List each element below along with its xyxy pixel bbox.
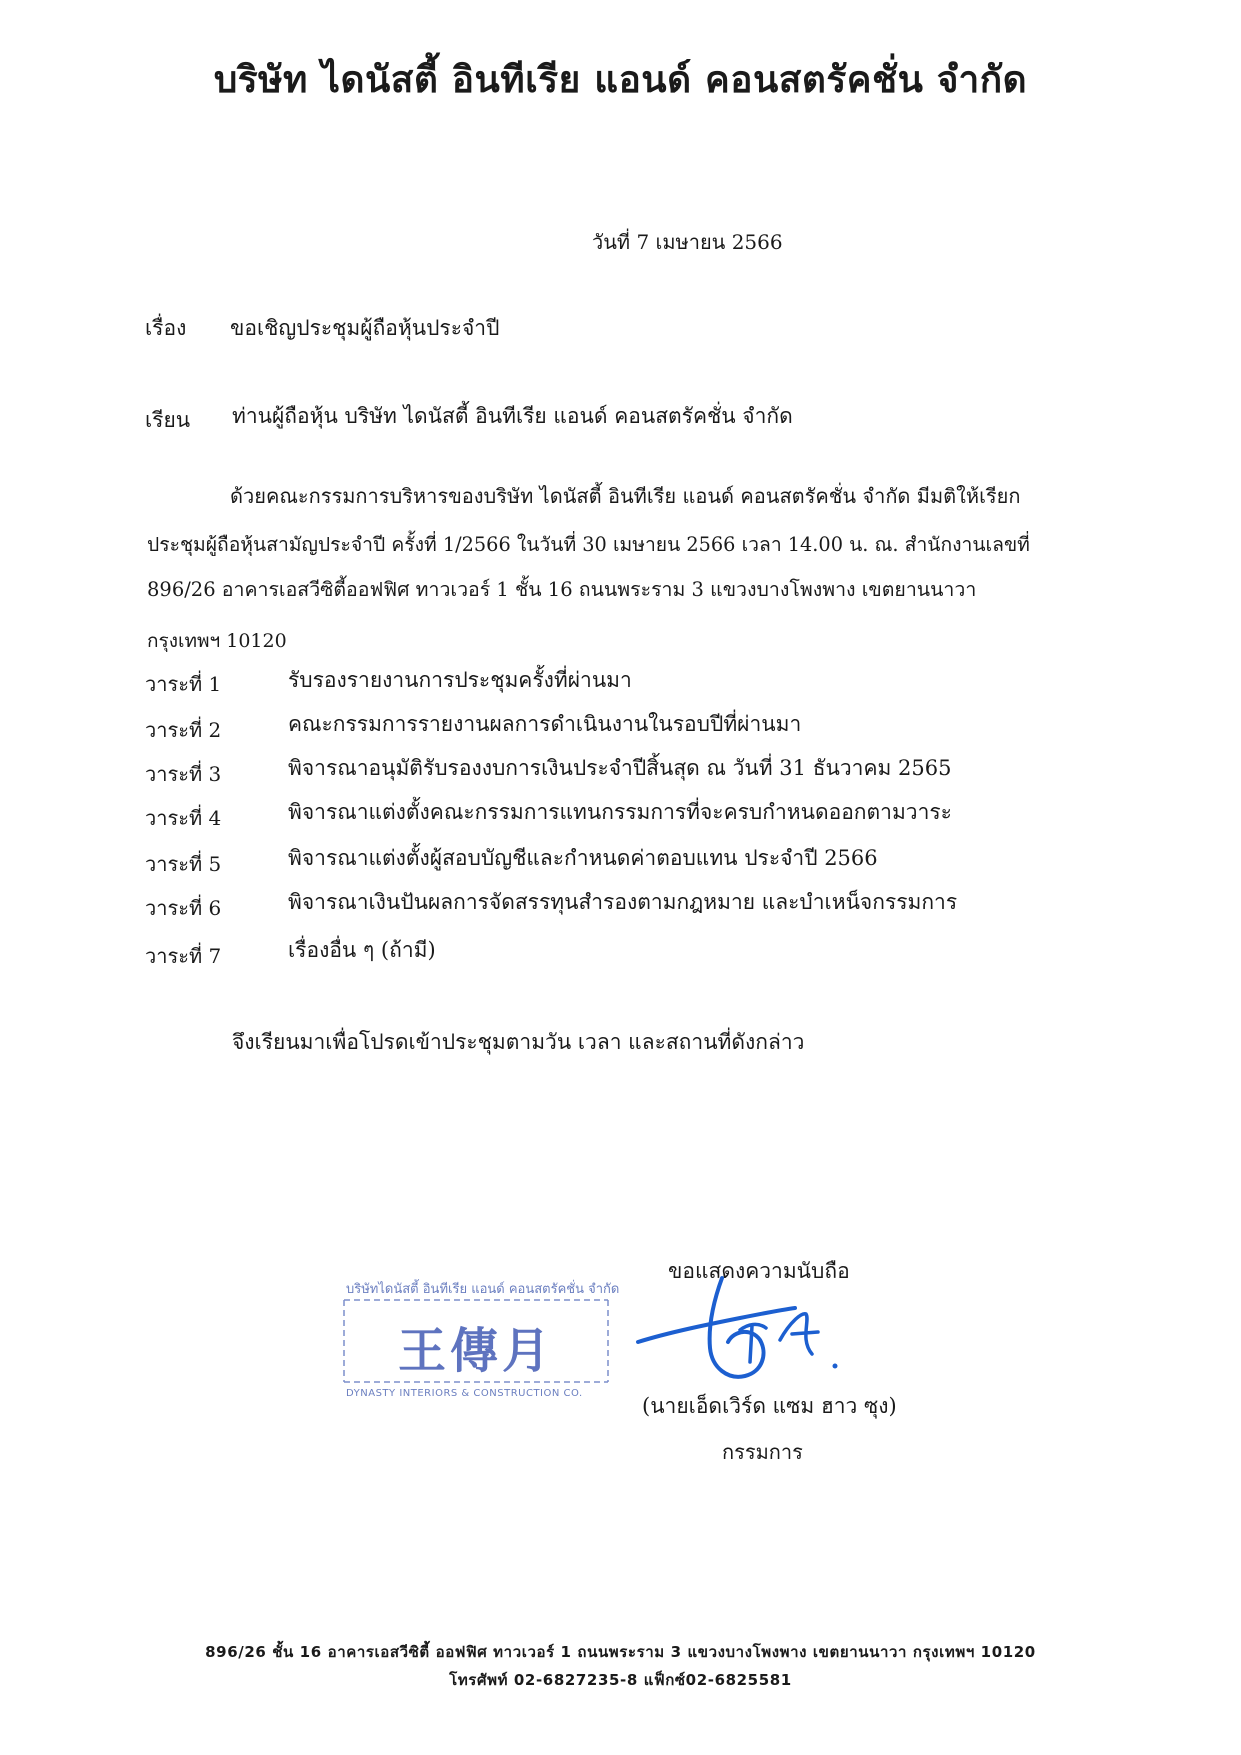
body-line-2: ประชุมผู้ถือหุ้นสามัญประจำปี ครั้งที่ 1/2566 ในวันที่ 30 เมษายน 2566 เวลา 14.00 น. ณ. สำนักงานเลขที่ xyxy=(147,533,1030,556)
agenda-item-1-label: วาระที่ 1 xyxy=(145,672,222,696)
agenda-item-3-text: พิจารณาอนุมัติรับรองงบการเงินประจำปีสิ้นสุด ณ วันที่ 31 ธันวาคม 2565 xyxy=(288,756,952,780)
body-line-3: 896/26 อาคารเอสวีซิตี้ออฟฟิศ ทาวเวอร์ 1 ชั้น 16 ถนนพระราม 3 แขวงบางโพงพาง เขตยานนาวา xyxy=(147,578,977,601)
agenda-item-4-text: พิจารณาแต่งตั้งคณะกรรมการแทนกรรมการที่จะครบกำหนดออกตามวาระ xyxy=(288,800,952,824)
agenda-item-7-label: วาระที่ 7 xyxy=(145,944,222,968)
agenda-item-4-label: วาระที่ 4 xyxy=(145,806,222,830)
sign-off-regards: ขอแสดงความนับถือ xyxy=(668,1259,850,1283)
signature-strokes xyxy=(630,1270,860,1400)
company-stamp xyxy=(342,1270,620,1410)
footer-address: 896/26 ชั้น 16 อาคารเอสวีซิตี้ ออฟฟิศ ทาวเวอร์ 1 ถนนพระราม 3 แขวงบางโพงพาง เขตยานนาวา กรุงเทพฯ 10120 xyxy=(205,1643,1036,1661)
agenda-item-2-label: วาระที่ 2 xyxy=(145,718,222,742)
stamp-chinese-name: 王傳月 xyxy=(397,1323,554,1379)
agenda-item-1-text: รับรองรายงานการประชุมครั้งที่ผ่านมา xyxy=(288,668,632,692)
stamp-company-thai: บริษัทไดนัสตี้ อินทีเรีย แอนด์ คอนสตรัคชั่น จำกัด xyxy=(346,1282,620,1297)
agenda-item-5-text: พิจารณาแต่งตั้งผู้สอบบัญชีและกำหนดค่าตอบแทน ประจำปี 2566 xyxy=(288,846,878,870)
signatory-name: (นายเอ็ดเวิร์ด แซม ฮาว ซุง) xyxy=(642,1394,897,1418)
addressee-label: เรียน xyxy=(145,408,191,432)
director-signature xyxy=(630,1270,860,1400)
body-line-4: กรุงเทพฯ 10120 xyxy=(147,630,287,652)
agenda-item-2-text: คณะกรรมการรายงานผลการดำเนินงานในรอบปีที่ผ่านมา xyxy=(288,712,802,736)
signatory-title: กรรมการ xyxy=(722,1440,803,1464)
agenda-item-3-label: วาระที่ 3 xyxy=(145,762,222,786)
addressee-text: ท่านผู้ถือหุ้น บริษัท ไดนัสตี้ อินทีเรีย แอนด์ คอนสตรัคชั่น จำกัด xyxy=(232,404,793,428)
stamp-company-english: DYNASTY INTERIORS & CONSTRUCTION CO. xyxy=(346,1388,583,1399)
company-letterhead: บริษัท ไดนัสตี้ อินทีเรีย แอนด์ คอนสตรัคชั่น จำกัด xyxy=(213,58,1028,101)
subject-label: เรื่อง xyxy=(145,316,187,340)
subject-text: ขอเชิญประชุมผู้ถือหุ้นประจำปี xyxy=(230,316,500,340)
body-line-1: ด้วยคณะกรรมการบริหารของบริษัท ไดนัสตี้ อินทีเรีย แอนด์ คอนสตรัคชั่น จำกัด มีมติให้เรียก xyxy=(230,484,1021,508)
agenda-item-6-text: พิจารณาเงินปันผลการจัดสรรทุนสำรองตามกฎหมาย และบำเหน็จกรรมการ xyxy=(288,890,958,914)
footer-contact: โทรศัพท์ 02-6827235-8 แฟ็กซ์02-6825581 xyxy=(449,1671,792,1689)
agenda-item-7-text: เรื่องอื่น ๆ (ถ้ามี) xyxy=(288,938,436,962)
letter-date: วันที่ 7 เมษายน 2566 xyxy=(592,230,783,254)
closing-line: จึงเรียนมาเพื่อโปรดเข้าประชุมตามวัน เวลา และสถานที่ดังกล่าว xyxy=(232,1030,805,1054)
agenda-item-5-label: วาระที่ 5 xyxy=(145,852,222,876)
agenda-item-6-label: วาระที่ 6 xyxy=(145,896,222,920)
